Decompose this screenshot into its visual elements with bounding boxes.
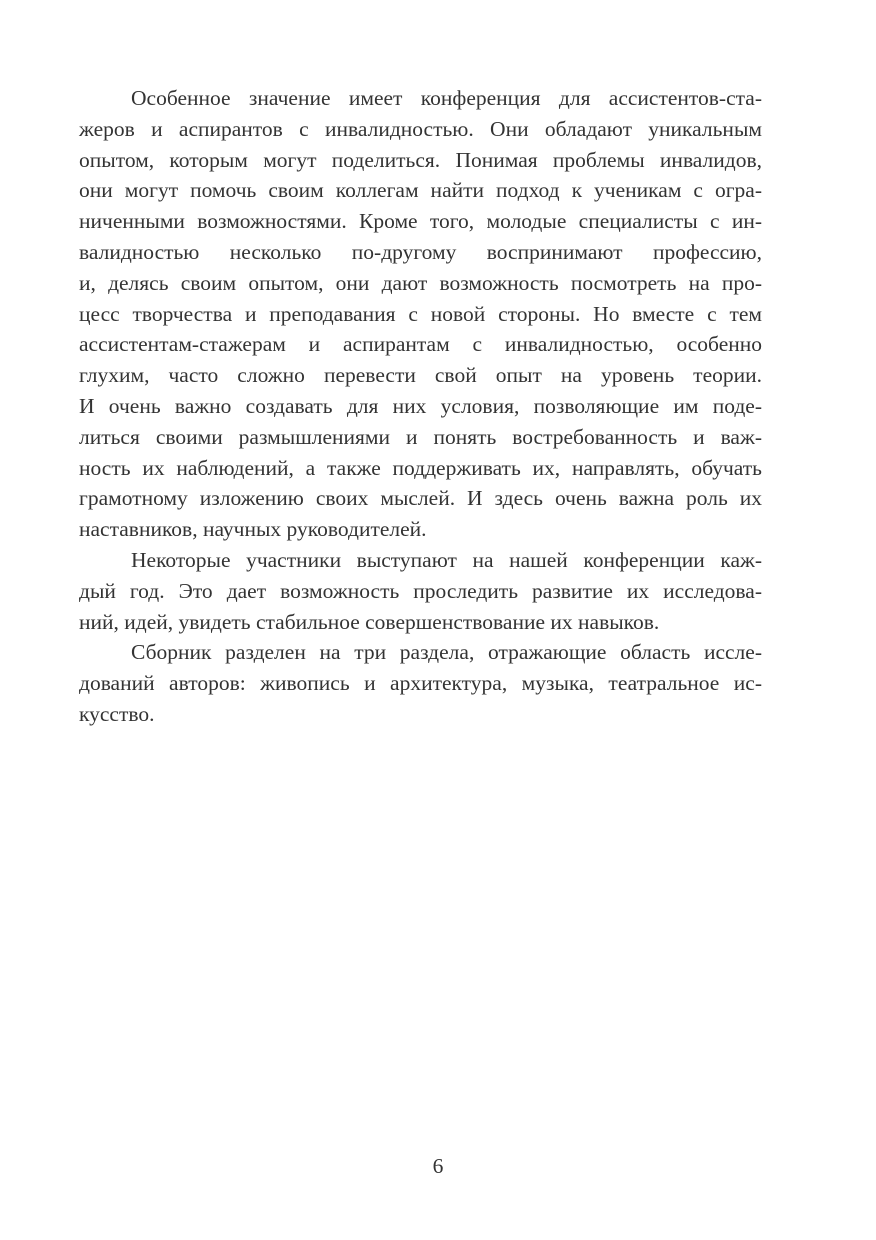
text-line: глухим, часто сложно перевести свой опыт на уровень теории. [79, 363, 762, 388]
paragraph-1 [79, 83, 762, 545]
text-line: ниченными возможностями. Кроме того, молодые специалисты с ин- [79, 209, 762, 234]
text-line: дый год. Это дает возможность проследить развитие их исследова- [79, 578, 762, 603]
text-line: наставников, научных руководителей. [79, 517, 427, 542]
text-line: и, делясь своим опытом, они дают возможность посмотреть на про- [79, 270, 762, 295]
text-line: они могут помочь своим коллегам найти подход к ученикам с огра- [79, 178, 762, 203]
text-line: ность их наблюдений, а также поддерживать их, направлять, обучать [79, 455, 762, 480]
paragraph-2 [79, 545, 762, 637]
text-line: литься своими размышлениями и понять востребованность и важ- [79, 424, 762, 449]
text-line: Сборник разделен на три раздела, отражающие область иссле- [131, 640, 762, 665]
text-line: дований авторов: живопись и архитектура, музыка, театральное ис- [79, 671, 762, 696]
paragraph-3 [79, 637, 762, 729]
text-line: И очень важно создавать для них условия, позволяющие им поде- [79, 393, 762, 418]
text-line: жеров и аспирантов с инвалидностью. Они обладают уникальным [79, 116, 762, 141]
text-line: ассистентам-стажерам и аспирантам с инвалидностью, особенно [79, 332, 762, 357]
text-line: Некоторые участники выступают на нашей конференции каж- [131, 547, 762, 572]
page-number: 6 [432, 1154, 444, 1178]
text-line: цесс творчества и преподавания с новой стороны. Но вместе с тем [79, 301, 762, 326]
text-line: валидностью несколько по-другому воспринимают профессию, [79, 239, 762, 264]
text-line: Особенное значение имеет конференция для ассистентов-ста- [131, 86, 762, 110]
text-line: грамотному изложению своих мыслей. И здесь очень важна роль их [79, 486, 762, 511]
text-line: кусство. [79, 701, 155, 726]
text-line: опытом, которым могут поделиться. Понимая проблемы инвалидов, [79, 147, 762, 172]
text-line: ний, идей, увидеть стабильное совершенствование их навыков. [79, 609, 660, 634]
body-text [79, 83, 762, 730]
